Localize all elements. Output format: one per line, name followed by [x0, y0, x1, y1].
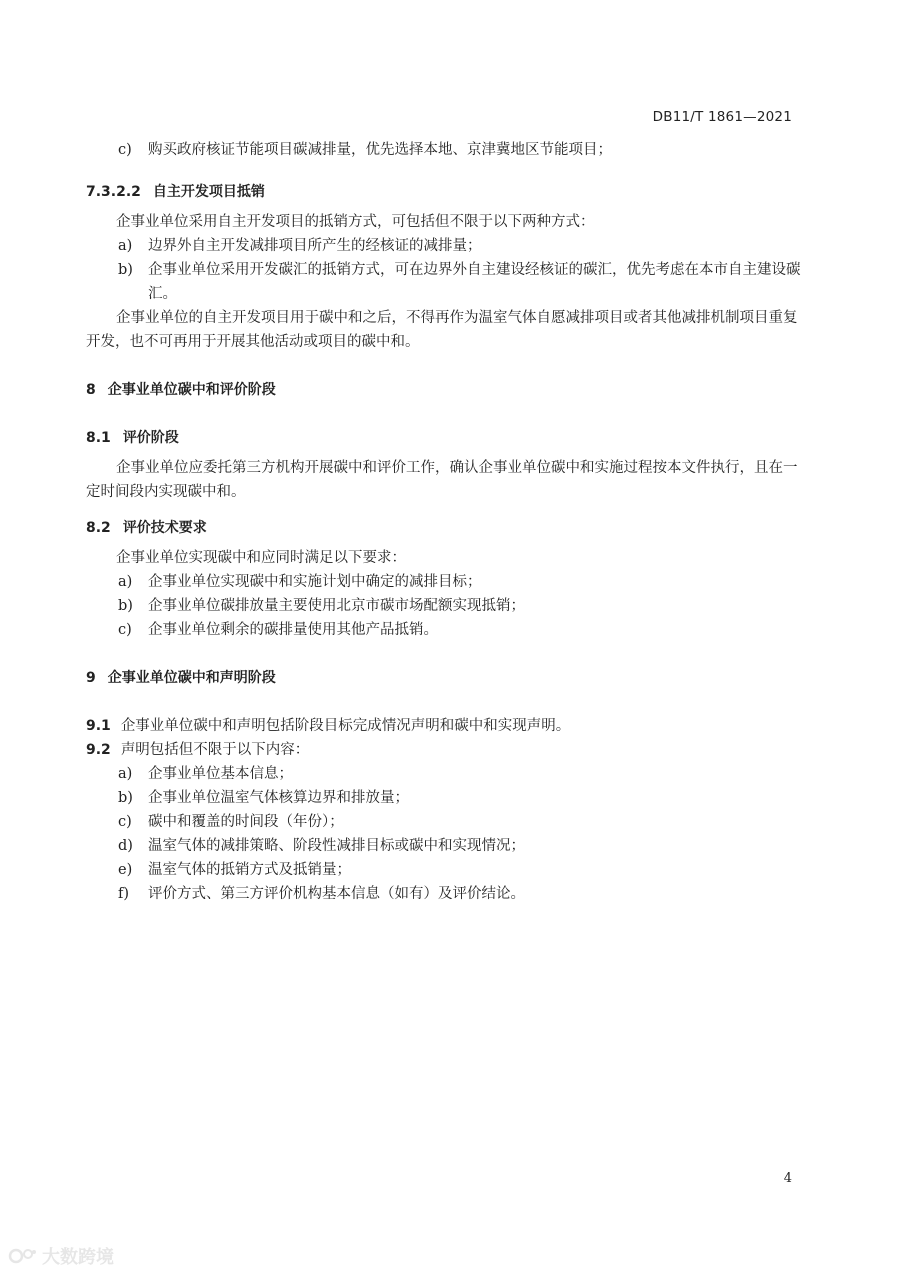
list-item [86, 138, 806, 162]
clause-number: 8.1 [86, 430, 111, 446]
list-item [86, 858, 806, 882]
list-item-label: f) [118, 886, 130, 902]
list-item-text: 企事业单位温室气体核算边界和排放量； [148, 790, 409, 806]
list-item-text: 企事业单位基本信息； [148, 766, 293, 782]
list-item [86, 258, 806, 306]
list-item [86, 570, 806, 594]
list-item-label: b) [118, 790, 133, 806]
clause-heading-7-3-2-2 [86, 180, 806, 204]
list-item-text: 温室气体的减排策略、阶段性减排目标或碳中和实现情况； [148, 838, 525, 854]
list-item-text: 企事业单位实现碳中和实施计划中确定的减排目标； [148, 574, 482, 590]
list-item-text: 温室气体的抵销方式及抵销量； [148, 862, 351, 878]
list-item [86, 762, 806, 786]
document-id: DB11/T 1861—2021 [652, 109, 792, 125]
watermark-text: 大数跨境 [42, 1247, 114, 1268]
list-item-text: 边界外自主开发减排项目所产生的经核证的减排量； [148, 238, 482, 254]
clause-number: 7.3.2.2 [86, 184, 141, 200]
page-number: 4 [783, 1171, 792, 1186]
clause-number: 8.2 [86, 520, 111, 536]
clause-number: 9.2 [86, 742, 111, 758]
paragraph: 企事业单位应委托第三方机构开展碳中和评价工作，确认企事业单位碳中和实施过程按本文件执行，且在一定时间段内实现碳中和。 [86, 460, 798, 500]
list-item-label: b) [118, 598, 133, 614]
chapter-number: 8 [86, 382, 96, 398]
list-item-text: 企事业单位采用开发碳汇的抵销方式，可在边界外自主建设经核证的碳汇，优先考虑在本市自主建设碳汇。 [148, 262, 801, 302]
list-item [86, 594, 806, 618]
clause-title: 自主开发项目抵销 [152, 184, 265, 200]
chapter-title: 企事业单位碳中和评价阶段 [107, 382, 276, 398]
list-item [86, 810, 806, 834]
list-item-label: c) [118, 142, 132, 158]
clause-9-2 [86, 738, 806, 762]
list-item-text: 碳中和覆盖的时间段（年份）； [148, 814, 344, 830]
list-item [86, 882, 806, 906]
list-item-label: a) [118, 238, 133, 254]
list-item-text: 购买政府核证节能项目碳减排量，优先选择本地、京津冀地区节能项目； [148, 142, 612, 158]
clause-9-1 [86, 714, 806, 738]
paragraph: 企事业单位采用自主开发项目的抵销方式，可包括但不限于以下两种方式： [116, 214, 595, 230]
clause-title: 评价阶段 [122, 430, 179, 446]
list-item-label: d) [118, 838, 133, 854]
list-item [86, 834, 806, 858]
chapter-title: 企事业单位碳中和声明阶段 [107, 670, 276, 686]
clause-number: 9.1 [86, 718, 111, 734]
chapter-heading-8 [86, 378, 806, 402]
chapter-heading-9 [86, 666, 806, 690]
clause-text: 声明包括但不限于以下内容： [120, 742, 310, 758]
page-content [86, 138, 806, 906]
watermark [8, 1243, 114, 1269]
clause-text: 企事业单位碳中和声明包括阶段目标完成情况声明和碳中和实现声明。 [120, 718, 571, 734]
watermark-logo-icon [8, 1246, 38, 1266]
list-item-label: b) [118, 262, 133, 278]
list-item-label: a) [118, 766, 133, 782]
paragraph: 企事业单位实现碳中和应同时满足以下要求： [116, 550, 406, 566]
list-item-text: 企事业单位剩余的碳排量使用其他产品抵销。 [148, 622, 438, 638]
list-item-label: c) [118, 814, 132, 830]
list-item-text: 评价方式、第三方评价机构基本信息（如有）及评价结论。 [148, 886, 525, 902]
list-item-label: e) [118, 862, 133, 878]
paragraph: 企事业单位的自主开发项目用于碳中和之后，不得再作为温室气体自愿减排项目或者其他减排机制项目重复开发，也不可再用于开展其他活动或项目的碳中和。 [86, 310, 798, 350]
clause-title: 评价技术要求 [122, 520, 207, 536]
clause-heading-8-2 [86, 516, 806, 540]
list-item [86, 618, 806, 642]
chapter-number: 9 [86, 670, 96, 686]
list-item [86, 234, 806, 258]
list-item-label: c) [118, 622, 132, 638]
list-item [86, 786, 806, 810]
clause-heading-8-1 [86, 426, 806, 450]
list-item-text: 企事业单位碳排放量主要使用北京市碳市场配额实现抵销； [148, 598, 525, 614]
list-item-label: a) [118, 574, 133, 590]
